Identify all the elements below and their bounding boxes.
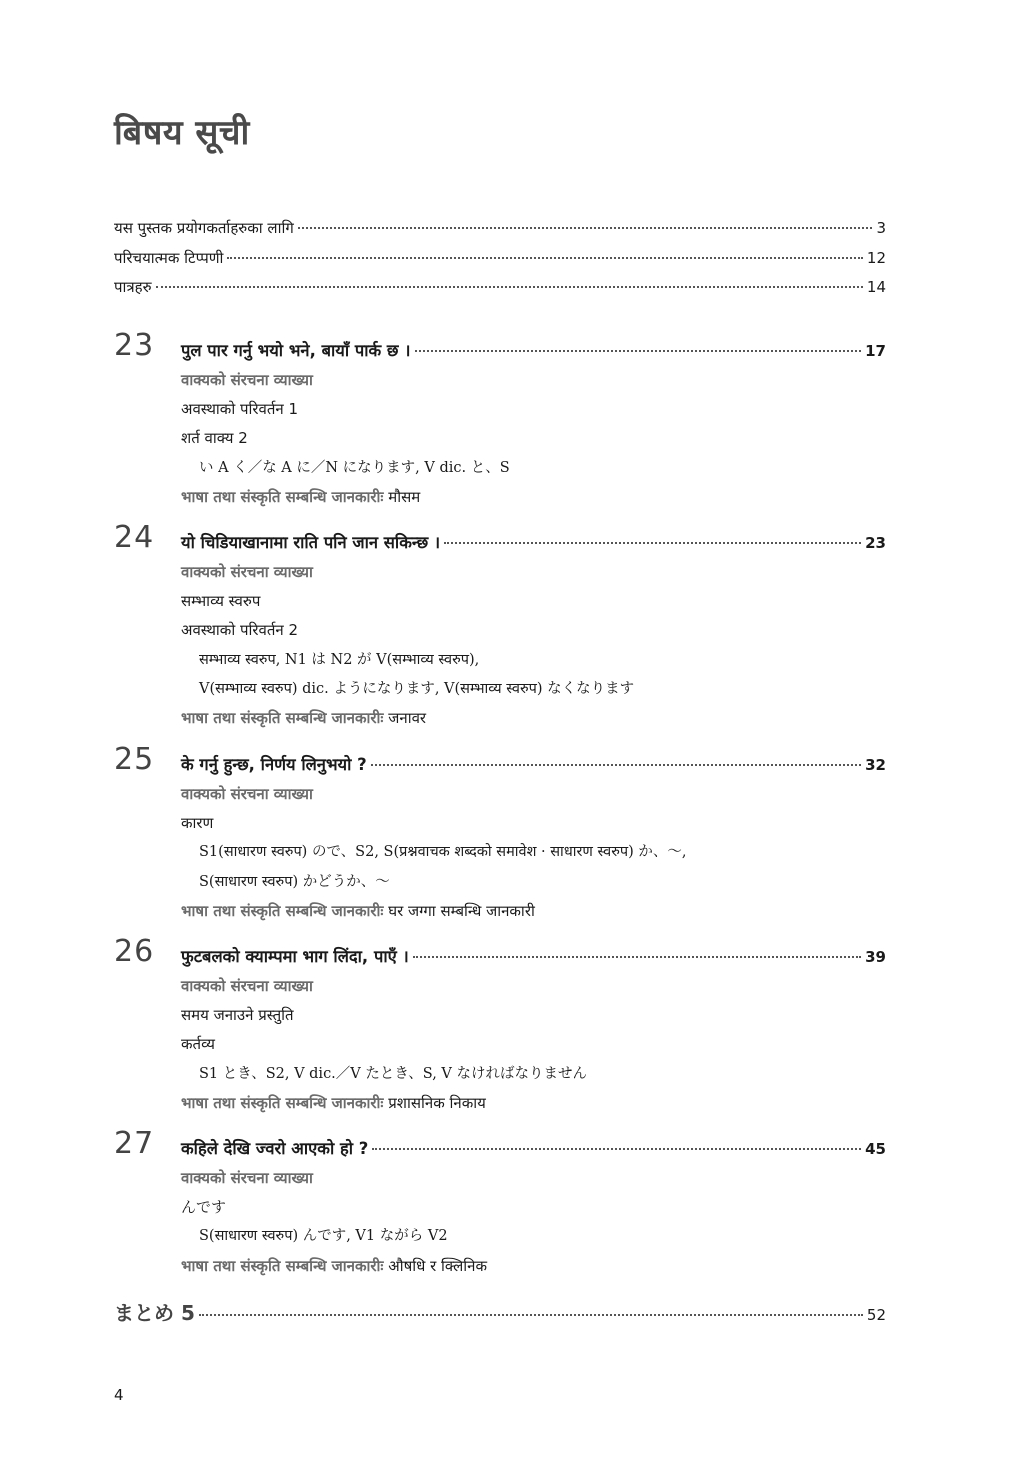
chapter-24 bbox=[114, 520, 886, 733]
review-page: 52 bbox=[866, 1306, 886, 1324]
grammar-item: सम्भाव्य स्वरुप bbox=[181, 592, 261, 611]
dot-leader bbox=[298, 227, 873, 229]
chapter-27 bbox=[114, 1126, 886, 1281]
page-title: बिषय सूची bbox=[114, 113, 250, 153]
chapter-title-entry[interactable] bbox=[181, 942, 886, 972]
culture-label: भाषा तथा संस्कृति सम्बन्धि जानकारीः bbox=[181, 1256, 384, 1275]
toc-entry-page: 3 bbox=[876, 219, 886, 237]
chapter-number: 25 bbox=[114, 742, 155, 777]
chapter-title: के गर्नु हुन्छ, निर्णय लिनुभयो ? bbox=[181, 755, 367, 774]
culture-topic: मौसम bbox=[388, 487, 421, 506]
culture-topic: जनावर bbox=[388, 708, 427, 727]
chapter-26 bbox=[114, 934, 886, 1118]
chapter-title-entry[interactable] bbox=[181, 528, 886, 558]
chapter-25 bbox=[114, 742, 886, 926]
culture-info bbox=[181, 483, 886, 512]
chapter-title: पुल पार गर्नु भयो भने, बायाँ पार्क छ । bbox=[181, 341, 411, 360]
dot-leader bbox=[371, 764, 861, 766]
grammar-pattern: S1(साधारण स्वरुप) ので、S2, S(प्रश्नवाचक शब्दको समावेश · साधारण स्वरुप) か、～, bbox=[199, 844, 687, 861]
grammar-item: कर्तव्य bbox=[181, 1035, 215, 1054]
grammar-pattern: S1 とき、S2, V dic.／V たとき、S, V なければなりません bbox=[199, 1065, 588, 1082]
dot-leader bbox=[199, 1314, 863, 1316]
page-number: 4 bbox=[114, 1386, 124, 1404]
dot-leader bbox=[413, 956, 861, 958]
review-section bbox=[114, 1297, 886, 1326]
toc-entry[interactable] bbox=[114, 244, 886, 274]
grammar-pattern: い A く／な A に／N になります, V dic. と、S bbox=[199, 459, 510, 476]
grammar-heading: वाक्यको संरचना व्याख्या bbox=[181, 371, 313, 389]
grammar-heading: वाक्यको संरचना व्याख्या bbox=[181, 785, 313, 803]
chapter-title: फुटबलको क्याम्पमा भाग लिंदा, पाएँ । bbox=[181, 947, 409, 966]
grammar-pattern: S(साधारण स्वरुप) かどうか、～ bbox=[199, 873, 390, 890]
chapter-number: 24 bbox=[114, 520, 155, 555]
chapter-number: 26 bbox=[114, 934, 155, 969]
culture-topic: प्रशासनिक निकाय bbox=[388, 1093, 486, 1112]
dot-leader bbox=[227, 257, 862, 259]
culture-label: भाषा तथा संस्कृति सम्बन्धि जानकारीः bbox=[181, 1093, 384, 1112]
chapter-title-entry[interactable] bbox=[181, 750, 886, 780]
chapter-page: 32 bbox=[865, 756, 886, 774]
toc-entry-page: 14 bbox=[866, 278, 886, 296]
chapter-title-entry[interactable] bbox=[181, 1134, 886, 1164]
chapter-23 bbox=[114, 328, 886, 512]
intro-section bbox=[114, 214, 886, 303]
chapter-title: यो चिडियाखानामा राति पनि जान सकिन्छ । bbox=[181, 533, 441, 552]
culture-info bbox=[181, 704, 886, 733]
culture-info bbox=[181, 1252, 886, 1281]
dot-leader bbox=[372, 1148, 861, 1150]
dot-leader bbox=[444, 542, 861, 544]
culture-label: भाषा तथा संस्कृति सम्बन्धि जानकारीः bbox=[181, 487, 384, 506]
culture-label: भाषा तथा संस्कृति सम्बन्धि जानकारीः bbox=[181, 708, 384, 727]
grammar-item: अवस्थाको परिवर्तन 1 bbox=[181, 400, 299, 419]
culture-topic: औषधि र क्लिनिक bbox=[388, 1256, 488, 1275]
grammar-pattern: सम्भाव्य स्वरुप, N1 は N2 が V(सम्भाव्य स्वरुप), bbox=[199, 651, 480, 668]
chapter-title-entry[interactable] bbox=[181, 336, 886, 366]
culture-topic: घर जग्गा सम्बन्धि जानकारी bbox=[388, 901, 535, 920]
grammar-item: समय जनाउने प्रस्तुति bbox=[181, 1006, 294, 1025]
chapter-number: 23 bbox=[114, 328, 155, 363]
chapter-number: 27 bbox=[114, 1126, 155, 1161]
dot-leader bbox=[156, 286, 863, 288]
review-title: まとめ 5 bbox=[114, 1301, 195, 1325]
grammar-item: अवस्थाको परिवर्तन 2 bbox=[181, 621, 299, 640]
grammar-item: शर्त वाक्य 2 bbox=[181, 429, 248, 448]
dot-leader bbox=[415, 350, 862, 352]
chapter-page: 23 bbox=[865, 534, 886, 552]
chapter-title: कहिले देखि ज्वरो आएको हो ? bbox=[181, 1139, 369, 1158]
grammar-item: कारण bbox=[181, 814, 214, 833]
grammar-pattern: S(साधारण स्वरुप) んです, V1 ながら V2 bbox=[199, 1228, 448, 1245]
culture-info bbox=[181, 897, 886, 926]
grammar-heading: वाक्यको संरचना व्याख्या bbox=[181, 1169, 313, 1187]
grammar-pattern: V(सम्भाव्य स्वरुप) dic. ようになります, V(सम्भाव्य स्वरुप) なくなります bbox=[199, 680, 635, 697]
toc-entry[interactable] bbox=[114, 214, 886, 244]
grammar-heading: वाक्यको संरचना व्याख्या bbox=[181, 563, 313, 581]
culture-label: भाषा तथा संस्कृति सम्बन्धि जानकारीः bbox=[181, 901, 384, 920]
culture-info bbox=[181, 1089, 886, 1118]
grammar-item: んです bbox=[181, 1198, 227, 1217]
chapter-page: 39 bbox=[865, 948, 886, 966]
chapter-page: 17 bbox=[865, 342, 886, 360]
toc-entry-page: 12 bbox=[866, 248, 886, 267]
grammar-heading: वाक्यको संरचना व्याख्या bbox=[181, 977, 313, 995]
toc-entry-label: परिचयात्मक टिप्पणी bbox=[114, 248, 224, 267]
toc-entry[interactable] bbox=[114, 273, 886, 303]
toc-entry[interactable] bbox=[114, 1297, 886, 1326]
chapter-page: 45 bbox=[865, 1140, 886, 1158]
toc-entry-label: पात्रहरु bbox=[114, 278, 152, 296]
toc-entry-label: यस पुस्तक प्रयोगकर्ताहरुका लागि bbox=[114, 219, 294, 237]
